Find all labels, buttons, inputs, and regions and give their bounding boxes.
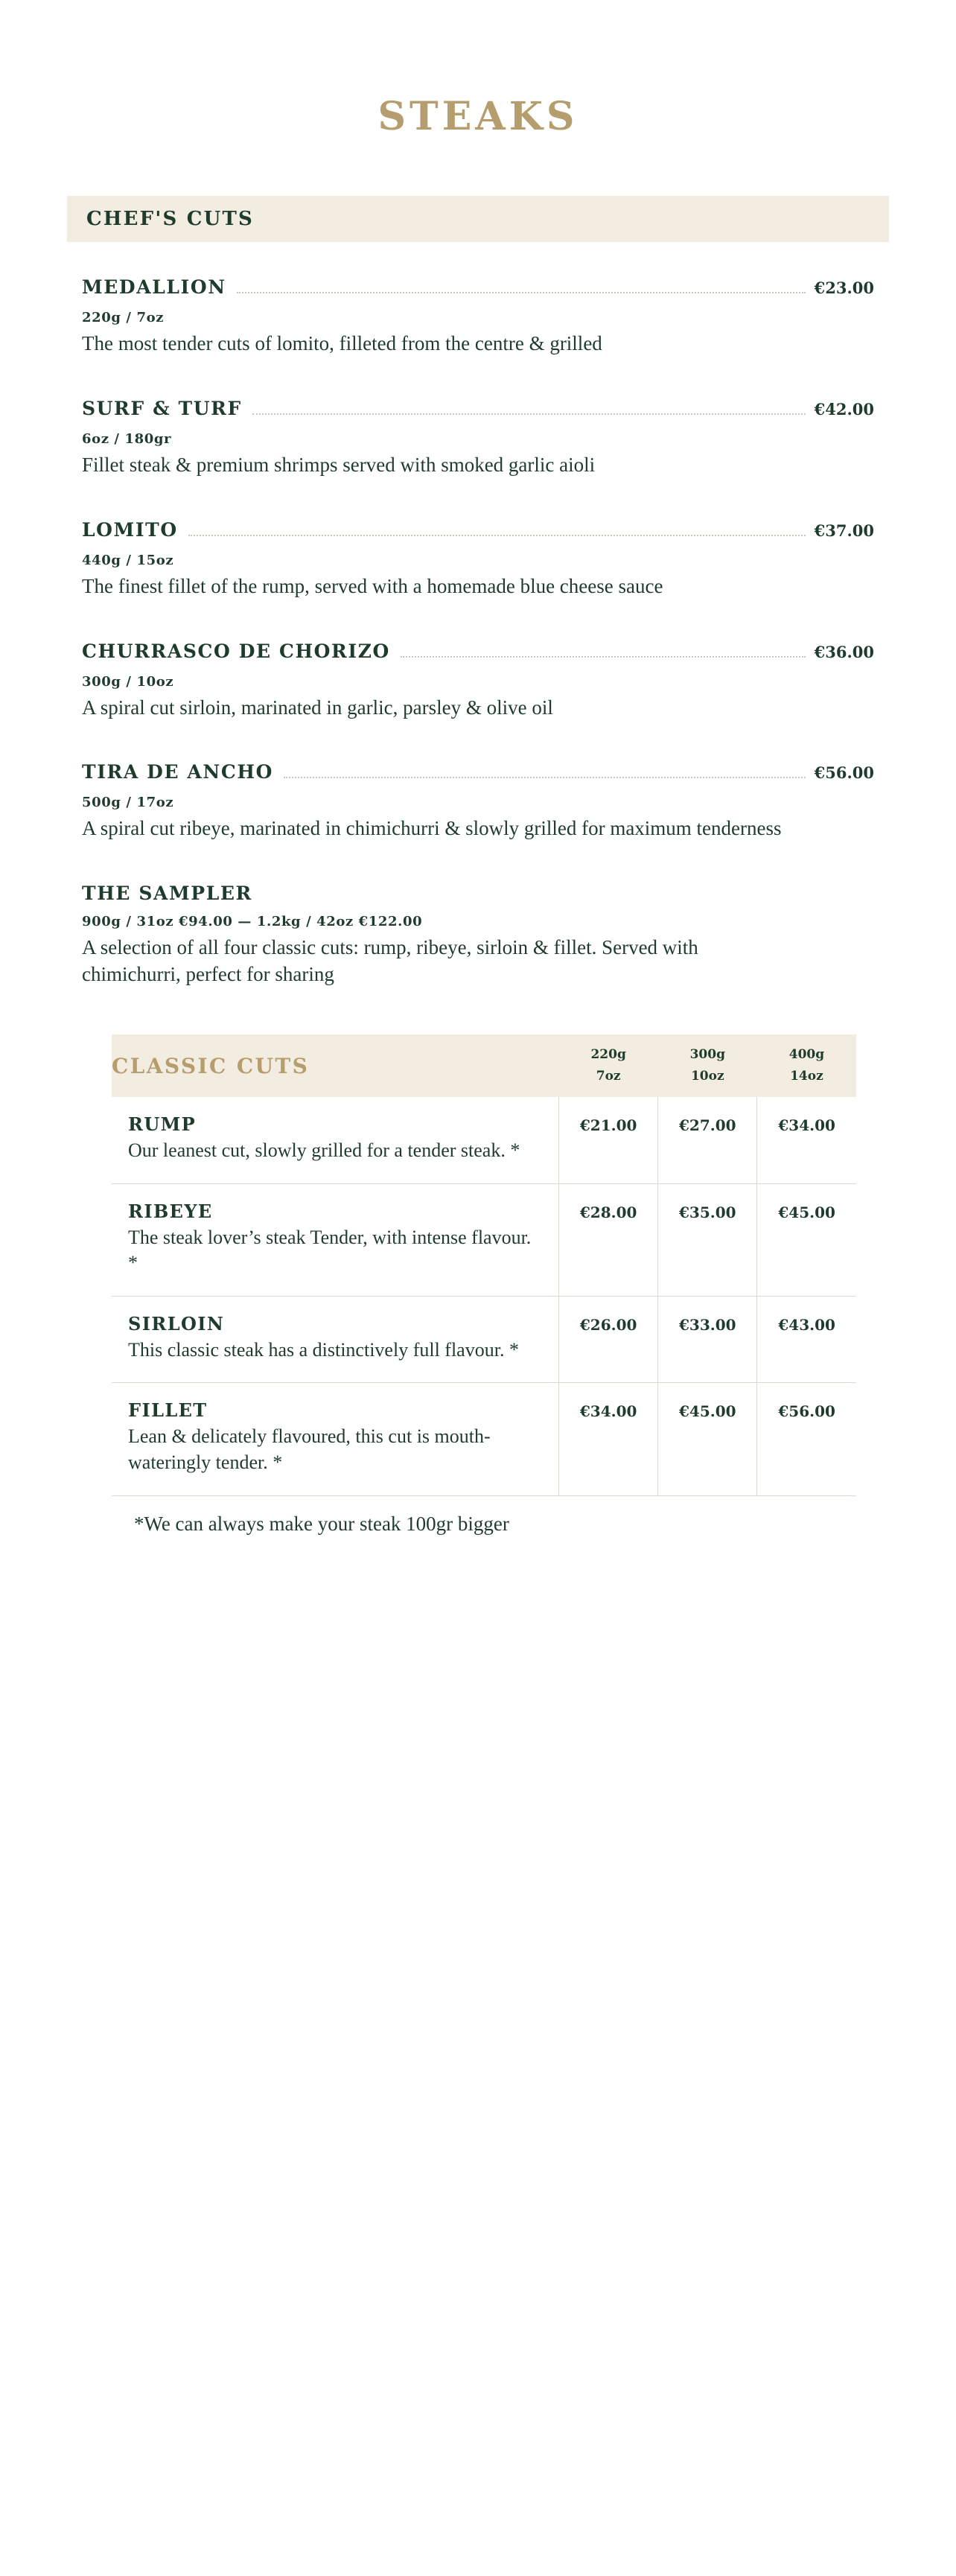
item-price: €37.00 (814, 521, 874, 540)
size-ounces: 10oz (690, 1069, 724, 1084)
size-ounces: 7oz (596, 1069, 621, 1084)
item-name: SURF & TURF (82, 397, 242, 419)
size-grams: 220g (590, 1047, 626, 1063)
table-title: CLASSIC CUTS (112, 1034, 559, 1097)
item-description: A spiral cut sirloin, marinated in garlic, parsley & olive oil (82, 696, 553, 719)
leader-dots (188, 534, 806, 536)
size-ounces: 14oz (790, 1069, 823, 1084)
cut-cell (112, 1097, 559, 1183)
cut-name: RIBEYE (128, 1200, 213, 1222)
item-weight: 220g / 7oz (82, 309, 165, 325)
cut-cell (112, 1296, 559, 1383)
table-row (112, 1296, 856, 1383)
item-weight: 6oz / 180gr (82, 430, 172, 447)
item-name: TIRA DE ANCHO (82, 761, 273, 783)
table-row (112, 1383, 856, 1495)
leader-dots (284, 776, 806, 778)
item-name: CHURRASCO DE CHORIZO (82, 640, 390, 662)
menu-page (0, 26, 956, 1603)
item-weight: 900g / 31oz €94.00 — 1.2kg / 42oz €122.00 (82, 914, 423, 930)
item-description: A selection of all four classic cuts: rump, ribeye, sirloin & fillet. Served with chimichurri, perfect for sharing (82, 936, 698, 986)
item-price: €36.00 (814, 642, 874, 661)
cut-price: €34.00 (757, 1097, 856, 1183)
cut-price: €26.00 (559, 1296, 658, 1383)
classic-cuts-table (112, 1034, 856, 1495)
cut-price: €35.00 (658, 1183, 757, 1296)
page-bottom-spacer (67, 1536, 889, 1603)
cut-cell (112, 1383, 559, 1495)
size-column-header (658, 1034, 757, 1097)
menu-item (82, 882, 874, 988)
table-header-row (112, 1034, 856, 1097)
cut-description: Our leanest cut, slowly grilled for a tender steak. * (128, 1139, 520, 1162)
cut-price: €21.00 (559, 1097, 658, 1183)
menu-item (82, 276, 874, 357)
classic-cuts-table-wrapper (112, 1034, 856, 1535)
item-description: A spiral cut ribeye, marinated in chimichurri & slowly grilled for maximum tenderness (82, 817, 782, 840)
size-column-header (559, 1034, 658, 1097)
cut-price: €45.00 (757, 1183, 856, 1296)
cut-price: €56.00 (757, 1383, 856, 1495)
cut-description: This classic steak has a distinctively full flavour. * (128, 1338, 519, 1361)
table-row (112, 1097, 856, 1183)
cut-price: €28.00 (559, 1183, 658, 1296)
menu-item (82, 398, 874, 479)
item-price: €23.00 (814, 278, 874, 297)
item-price: €56.00 (814, 763, 874, 783)
cut-name: RUMP (128, 1113, 197, 1136)
item-weight: 440g / 15oz (82, 552, 174, 568)
cut-price: €45.00 (658, 1383, 757, 1495)
cut-price: €27.00 (658, 1097, 757, 1183)
table-row (112, 1183, 856, 1296)
item-description: The most tender cuts of lomito, filleted from the centre & grilled (82, 331, 602, 354)
cut-cell (112, 1183, 559, 1296)
size-grams: 300g (689, 1047, 725, 1063)
section-title: CHEF'S CUTS (86, 207, 255, 230)
menu-item (82, 640, 874, 722)
menu-item (82, 519, 874, 600)
item-description: The finest fillet of the rump, served with a homemade blue cheese sauce (82, 574, 663, 597)
item-weight: 300g / 10oz (82, 673, 174, 690)
size-grams: 400g (788, 1047, 825, 1063)
item-weight: 500g / 17oz (82, 795, 174, 811)
leader-dots (401, 655, 806, 658)
cut-name: SIRLOIN (128, 1312, 225, 1335)
cut-description: Lean & delicately flavoured, this cut is mouth-wateringly tender. * (128, 1425, 491, 1474)
cut-price: €34.00 (559, 1383, 658, 1495)
cut-description: The steak lover’s steak Tender, with intense flavour. * (128, 1226, 532, 1274)
item-description: Fillet steak & premium shrimps served with smoked garlic aioli (82, 453, 596, 476)
cut-name: FILLET (128, 1399, 208, 1422)
section-header-chefs-cuts (67, 196, 889, 242)
item-name: THE SAMPLER (82, 882, 252, 905)
item-name: LOMITO (82, 518, 178, 541)
page-title: STEAKS (377, 93, 579, 139)
leader-dots (237, 291, 806, 293)
item-name: MEDALLION (82, 276, 226, 298)
cut-price: €43.00 (757, 1296, 856, 1383)
menu-item-list (67, 276, 889, 988)
leader-dots (252, 413, 806, 415)
size-column-header (757, 1034, 856, 1097)
menu-item (82, 761, 874, 842)
table-footnote: *We can always make your steak 100gr bigger (134, 1512, 509, 1535)
item-price: €42.00 (814, 399, 874, 419)
cut-price: €33.00 (658, 1296, 757, 1383)
